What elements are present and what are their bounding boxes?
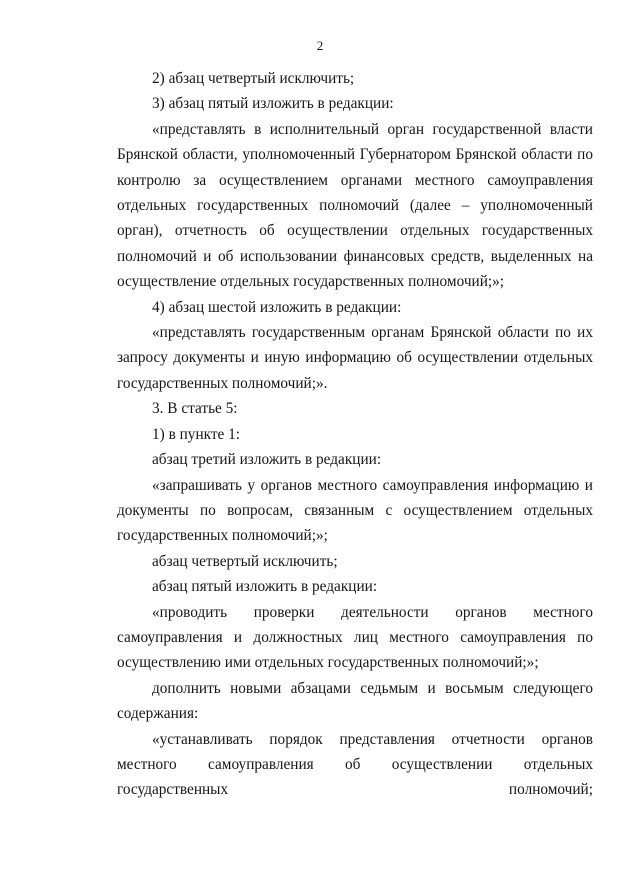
paragraph-10: абзац четвертый исключить; (152, 552, 338, 570)
paragraph-4: 4) абзац шестой изложить в редакции: (152, 298, 402, 316)
paragraph-11: абзац пятый изложить в редакции: (152, 578, 378, 596)
paragraph-9: «запрашивать у органов местного самоуправления информацию и документы по вопросам, связанным с осуществлением отдельных государственных полномочий;»; (117, 476, 593, 545)
paragraph-7: 1) в пункте 1: (152, 425, 241, 443)
paragraph-3: «представлять в исполнительный орган государственной власти Брянской области, уполномоченный Губернатором Брянской области по контролю за осуществлением органами местного самоуправления отдельных государственных полномочий (далее – уполномоченный орган), отчетность об осуществлении отдельных государственных полномочий и об использовании финансовых средств, выделенных на осуществление отдельных государственных полномочий;»; (117, 120, 593, 291)
paragraph-12: «проводить проверки деятельности органов местного самоуправления и должностных лиц местного самоуправления по осуществлению ими отдельных государственных полномочий;»; (117, 603, 593, 672)
page-number: 2 (316, 38, 324, 53)
paragraph-8: абзац третий изложить в редакции: (152, 451, 382, 469)
paragraph-1: 2) абзац четвертый исключить; (152, 70, 355, 87)
paragraph-5: «представлять государственным органам Брянской области по их запросу документы и иную информацию об осуществлении отдельных государственных полномочий;». (117, 324, 593, 392)
document-body (117, 66, 593, 803)
paragraph-2: 3) абзац пятый изложить в редакции: (152, 95, 394, 113)
paragraph-6: 3. В статье 5: (152, 400, 238, 418)
paragraph-13: дополнить новыми абзацами седьмым и восьмым следующего содержания: (117, 679, 593, 723)
paragraph-14: «устанавливать порядок представления отчетности органов местного самоуправления об осуществлении отдельных государственных полномочий; (117, 730, 593, 799)
